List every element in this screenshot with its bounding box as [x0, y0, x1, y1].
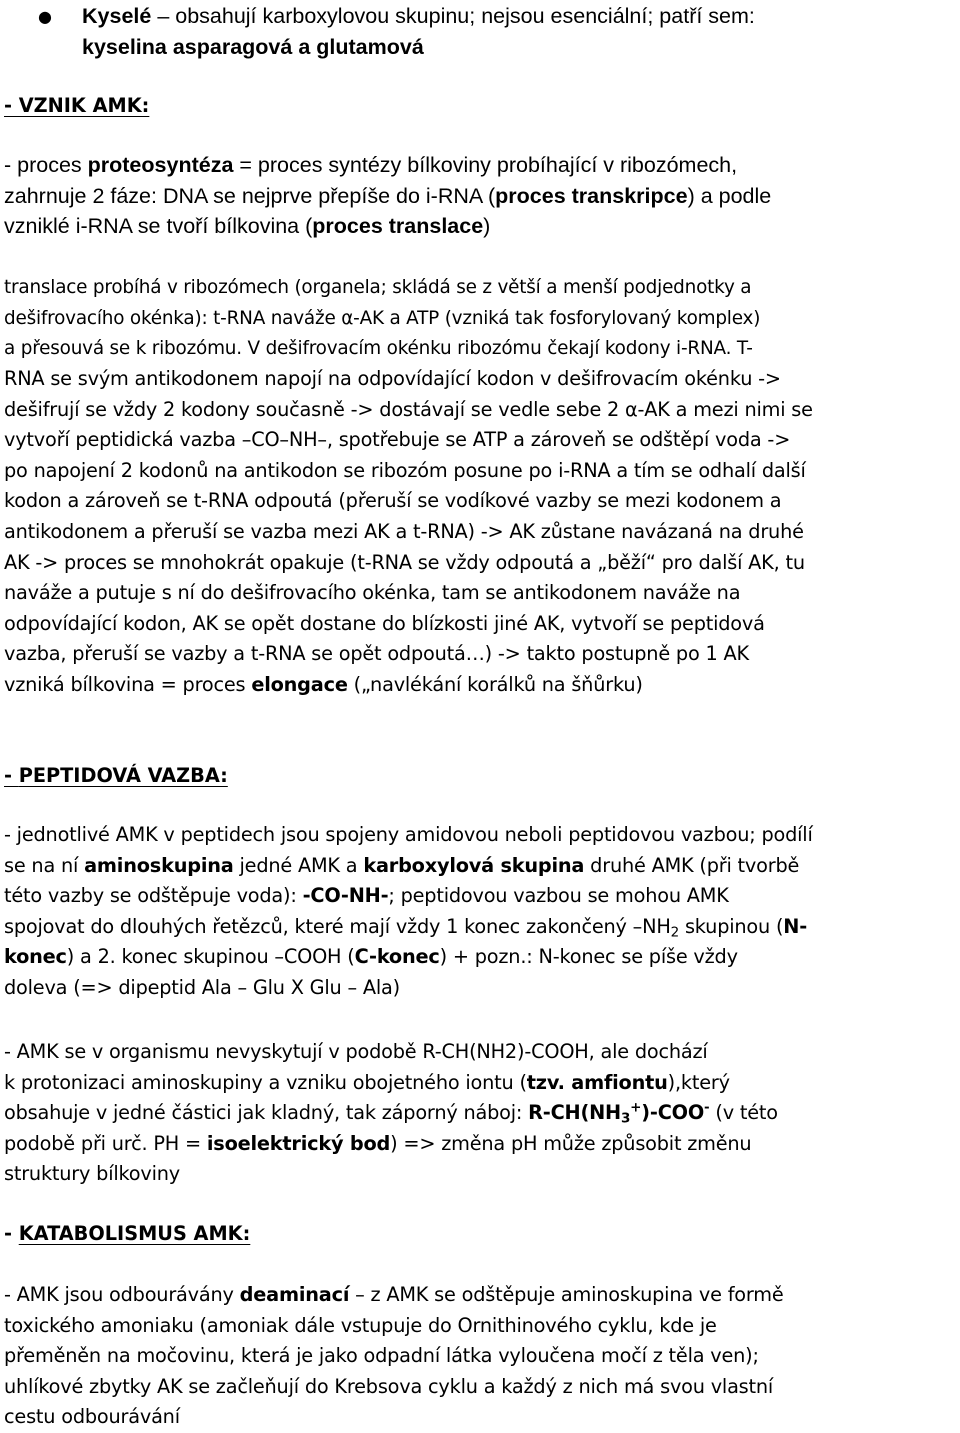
- heading-katabolismus-amk: - KATABOLISMUS AMK:: [4, 1222, 251, 1245]
- paragraph-katabolismus: - AMK jsou odbourávány deaminací – z AMK se odštěpuje aminoskupina ve formě toxického amoniaku (amoniak dále vstupuje do Ornithinového cyklu, kde je přeměněn na močovinu, která je jako odpadní látka vyloučena močí z těla ven); uhlíkové zbytky AK se začleňují do Krebsova cyklu a každý z nich má svou vlastní cestu odbourávání: [4, 1283, 784, 1429]
- bullet-item-acids: [82, 1, 755, 62]
- bullet-line-2: kyselina asparagová a glutamová: [82, 34, 424, 59]
- heading-vznik-amk: - VZNIK AMK:: [4, 94, 150, 117]
- paragraph-translace-process: RNA se svým antikodonem napojí na odpovídající kodon v dešifrovacím okénku -> dešifrují se vždy 2 kodony současně -> dostávají se vedle sebe 2 α-AK a mezi nimi se vytvoří peptidická vazba –CO–NH–, spotřebuje se ATP a zároveň se odštěpí voda -> po napojení 2 kodonů na antikodon se ribozóm posune po i-RNA a tím se odhalí další kodon a zároveň se t-RNA odpoutá (přeruší se vodíkové vazby se mezi kodonem a antikodonem a přeruší se vazba mezi AK a t-RNA) -> AK zůstane navázaná na druhé AK -> proces se mnohokrát opakuje (t-RNA se vždy odpoutá a „běží“ pro další AK, tu naváže a putuje s ní do dešifrovacího okénka, tam se antikodonem naváže na odpovídající kodon, AK se opět dostane do blízkosti jiné AK, vytvoří se peptidová vazba, přeruší se vazby a t-RNA se opět odpoutá…) -> takto postupně po 1 AK vzniká bílkovina = proces elongace („navlékání korálků na šňůrku): [4, 367, 813, 696]
- paragraph-amfion: - AMK se v organismu nevyskytují v podobě R-CH(NH2)-COOH, ale dochází k protonizaci aminoskupiny a vzniku obojetného iontu (tzv. amfiontu),který obsahuje v jedné částici jak kladný, tak záporný náboj: $R-CH(NH_3^+)-COO^-$ (v této podobě při urč. PH = isoelektrický bod) => změna pH může způsobit změnu struktury bílkoviny: [4, 1040, 778, 1186]
- paragraph-proteosynteza: - proces proteosyntéza = proces syntézy bílkoviny probíhající v ribozómech, zahrnuje 2 fáze: DNA se nejprve přepíše do i-RNA (proces transkripce) a podle vzniklé i-RNA se tvoří bílkovina (proces translace): [4, 153, 772, 238]
- heading-peptidova-vazba: - PEPTIDOVÁ VAZBA:: [4, 764, 228, 787]
- paragraph-translace-intro: translace probíhá v ribozómech (organela; skládá se z větší a menší podjednotky a dešifrovacího okénka): t-RNA naváže α-AK a ATP (vzniká tak fosforylovaný komplex) a přesouvá se k ribozómu. V dešifrovacím okénku ribozómu čekají kodony i-RNA. T-: [4, 277, 761, 360]
- bullet-line-1: Kyselé – obsahují karboxylovou skupinu; nejsou esenciální; patří sem:: [82, 4, 755, 28]
- paragraph-peptidova-vazba: - jednotlivé AMK v peptidech jsou spojeny amidovou neboli peptidovou vazbou; podílí se na ní aminoskupina jedné AMK a karboxylová skupina druhé AMK (při tvorbě této vazby se odštěpuje voda): -CO-NH-; peptidovou vazbou se mohou AMK spojovat do dlouhých řetězců, které mají vždy 1 konec zakončený $-NH_2$ skupinou (N- konec) a 2. konec skupinou –COOH (C-konec) + pozn.: N-konec se píše vždy doleva (=> dipeptid Ala – Glu X Glu – Ala): [4, 823, 813, 999]
- bullet-icon: ●: [38, 7, 52, 26]
- bullet-term: Kyselé: [82, 4, 152, 28]
